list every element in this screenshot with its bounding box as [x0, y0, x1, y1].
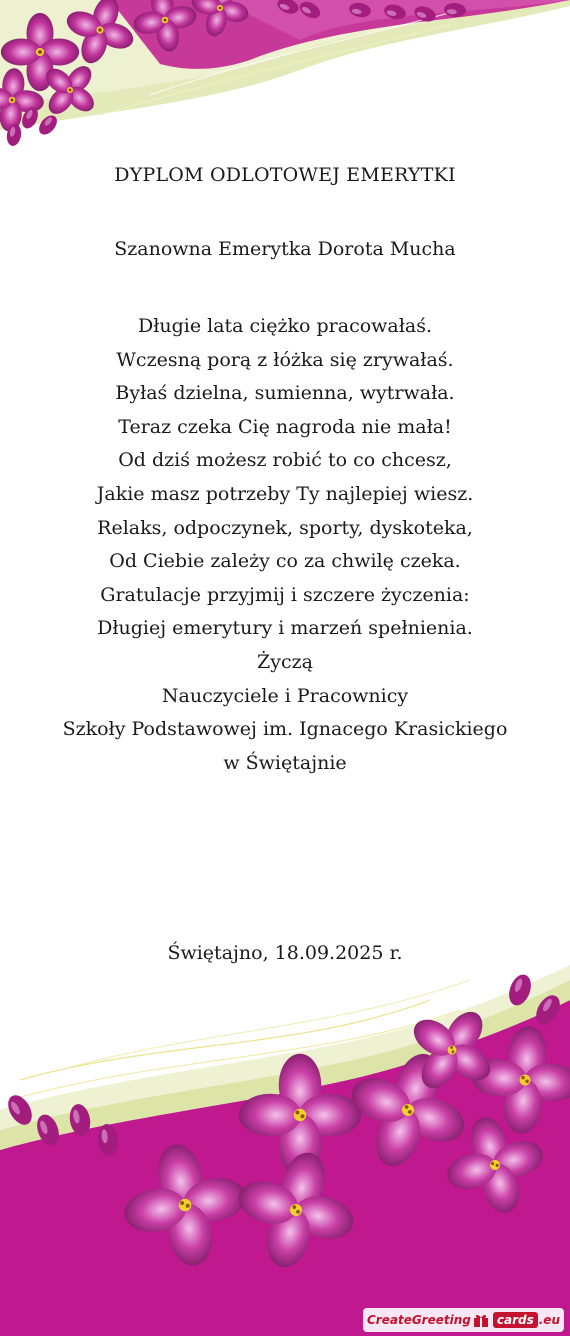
poem-line: Gratulacje przyjmij i szczere życzenia: — [100, 583, 470, 606]
poem — [0, 310, 570, 780]
poem-line: Od Ciebie zależy co za chwilę czeka. — [109, 550, 461, 573]
poem-line: Od dziś możesz robić to co chcesz, — [118, 449, 452, 472]
signoff-line: Nauczyciele i Pracownicy — [161, 684, 409, 707]
poem-line: Relaks, odpoczynek, sporty, dyskoteka, — [97, 516, 473, 539]
signoff-line: Życzą — [257, 650, 313, 673]
bottom-lilac-decoration — [0, 960, 570, 1336]
poem-line: Jakie masz potrzeby Ty najlepiej wiesz. — [96, 482, 474, 505]
signoff-line: w Świętajnie — [223, 751, 347, 774]
greeting-line: Szanowna Emerytka Dorota Mucha — [114, 238, 456, 260]
diploma-title: DYPLOM ODLOTOWEJ EMERYTKI — [114, 164, 456, 186]
logo-text-part1: CreateGreeting — [367, 1313, 471, 1327]
logo-text-part3: .eu — [538, 1313, 560, 1327]
signoff-line: Szkoły Podstawowej im. Ignacego Krasickiego — [62, 718, 508, 741]
poem-line: Wczesną porą z łóżka się zrywałaś. — [116, 348, 454, 371]
top-lilac-decoration — [0, 0, 570, 180]
createsgreetingcards-logo — [363, 1308, 564, 1332]
poem-line: Teraz czeka Cię nagroda nie mała! — [118, 415, 452, 438]
gift-icon — [473, 1313, 489, 1327]
poem-line: Długie lata ciężko pracowałaś. — [137, 315, 433, 337]
logo-text-part2: cards — [493, 1312, 538, 1328]
poem-line: Byłaś dzielna, sumienna, wytrwała. — [115, 382, 455, 405]
date-line: Świętajno, 18.09.2025 r. — [167, 942, 403, 964]
poem-line: Długiej emerytury i marzeń spełnienia. — [97, 617, 473, 640]
